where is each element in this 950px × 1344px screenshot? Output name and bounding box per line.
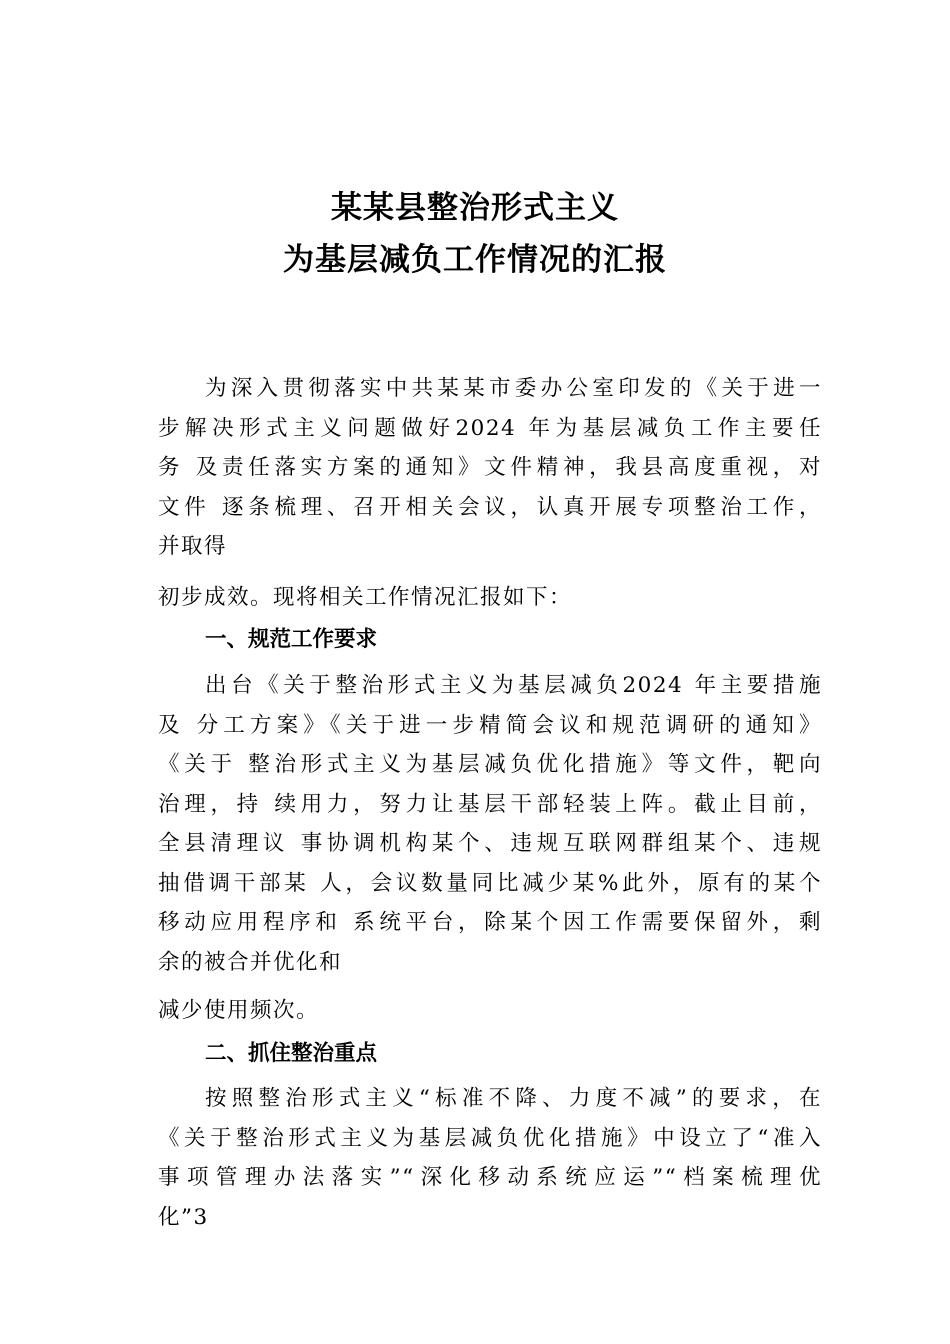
section-1-paragraph [158,666,822,982]
text-line: 移动应用程序和 系统平台，除某个因工作需要保留外，剩 [158,910,822,935]
intro-tail-paragraph [158,578,822,618]
text-line: 余的被合并优化和 [158,949,343,975]
text-line: 事项管理办法落实”“深化移动系统应运”“档案梳理优 [158,1165,822,1190]
section-2-heading: 二、抓住整治重点 [205,1041,378,1066]
text-line: 务 及责任落实方案的通知》文件精神，我县高度重视，对 [158,455,822,480]
text-line: 出台《关于整治形式主义为基层减负2024 年主要措施 [205,673,822,698]
text-line: 步解决形式主义问题做好2024 年为基层减负工作主要任 [158,415,822,441]
text-line: 减少使用频次。 [158,998,320,1023]
text-line: 化”3 [158,1204,209,1230]
text-line: 为深入贯彻落实中共某某市委办公室印发的《关于进一 [205,376,822,401]
text-line: 及 分工方案》《关于进一步精简会议和规范调研的通知》 [158,712,822,738]
text-line: 《关于 整治形式主义为基层减负优化措施》等文件，靶向 [158,752,822,777]
text-line: 《关于整治形式主义为基层减负优化措施》中设立了“准入 [158,1125,822,1151]
text-line: 抽借调干部某 人，会议数量同比减少某%此外，原有的某个 [158,870,822,896]
text-line: 并取得 [158,534,228,559]
text-line: 文件 逐条梳理、召开相关会议，认真开展专项整治工作， [158,494,822,520]
document-title-line-1: 某某县整治形式主义 [331,190,619,226]
section-1-heading: 一、规范工作要求 [205,627,378,652]
intro-paragraph [158,369,822,567]
text-line: 全县清理议 事协调机构某个、违规互联网群组某个、违规 [158,831,822,856]
document-title-line-2: 为基层减负工作情况的汇报 [283,242,667,278]
text-line: 初步成效。现将相关工作情况汇报如下： [158,585,573,610]
text-line: 治理，持 续用力，努力让基层干部轻装上阵。截止目前， [158,791,822,817]
section-2-paragraph [158,1079,822,1237]
text-line: 按照整治形式主义“标准不降、力度不减”的要求，在 [205,1086,822,1111]
section-1-tail-paragraph [158,991,822,1031]
